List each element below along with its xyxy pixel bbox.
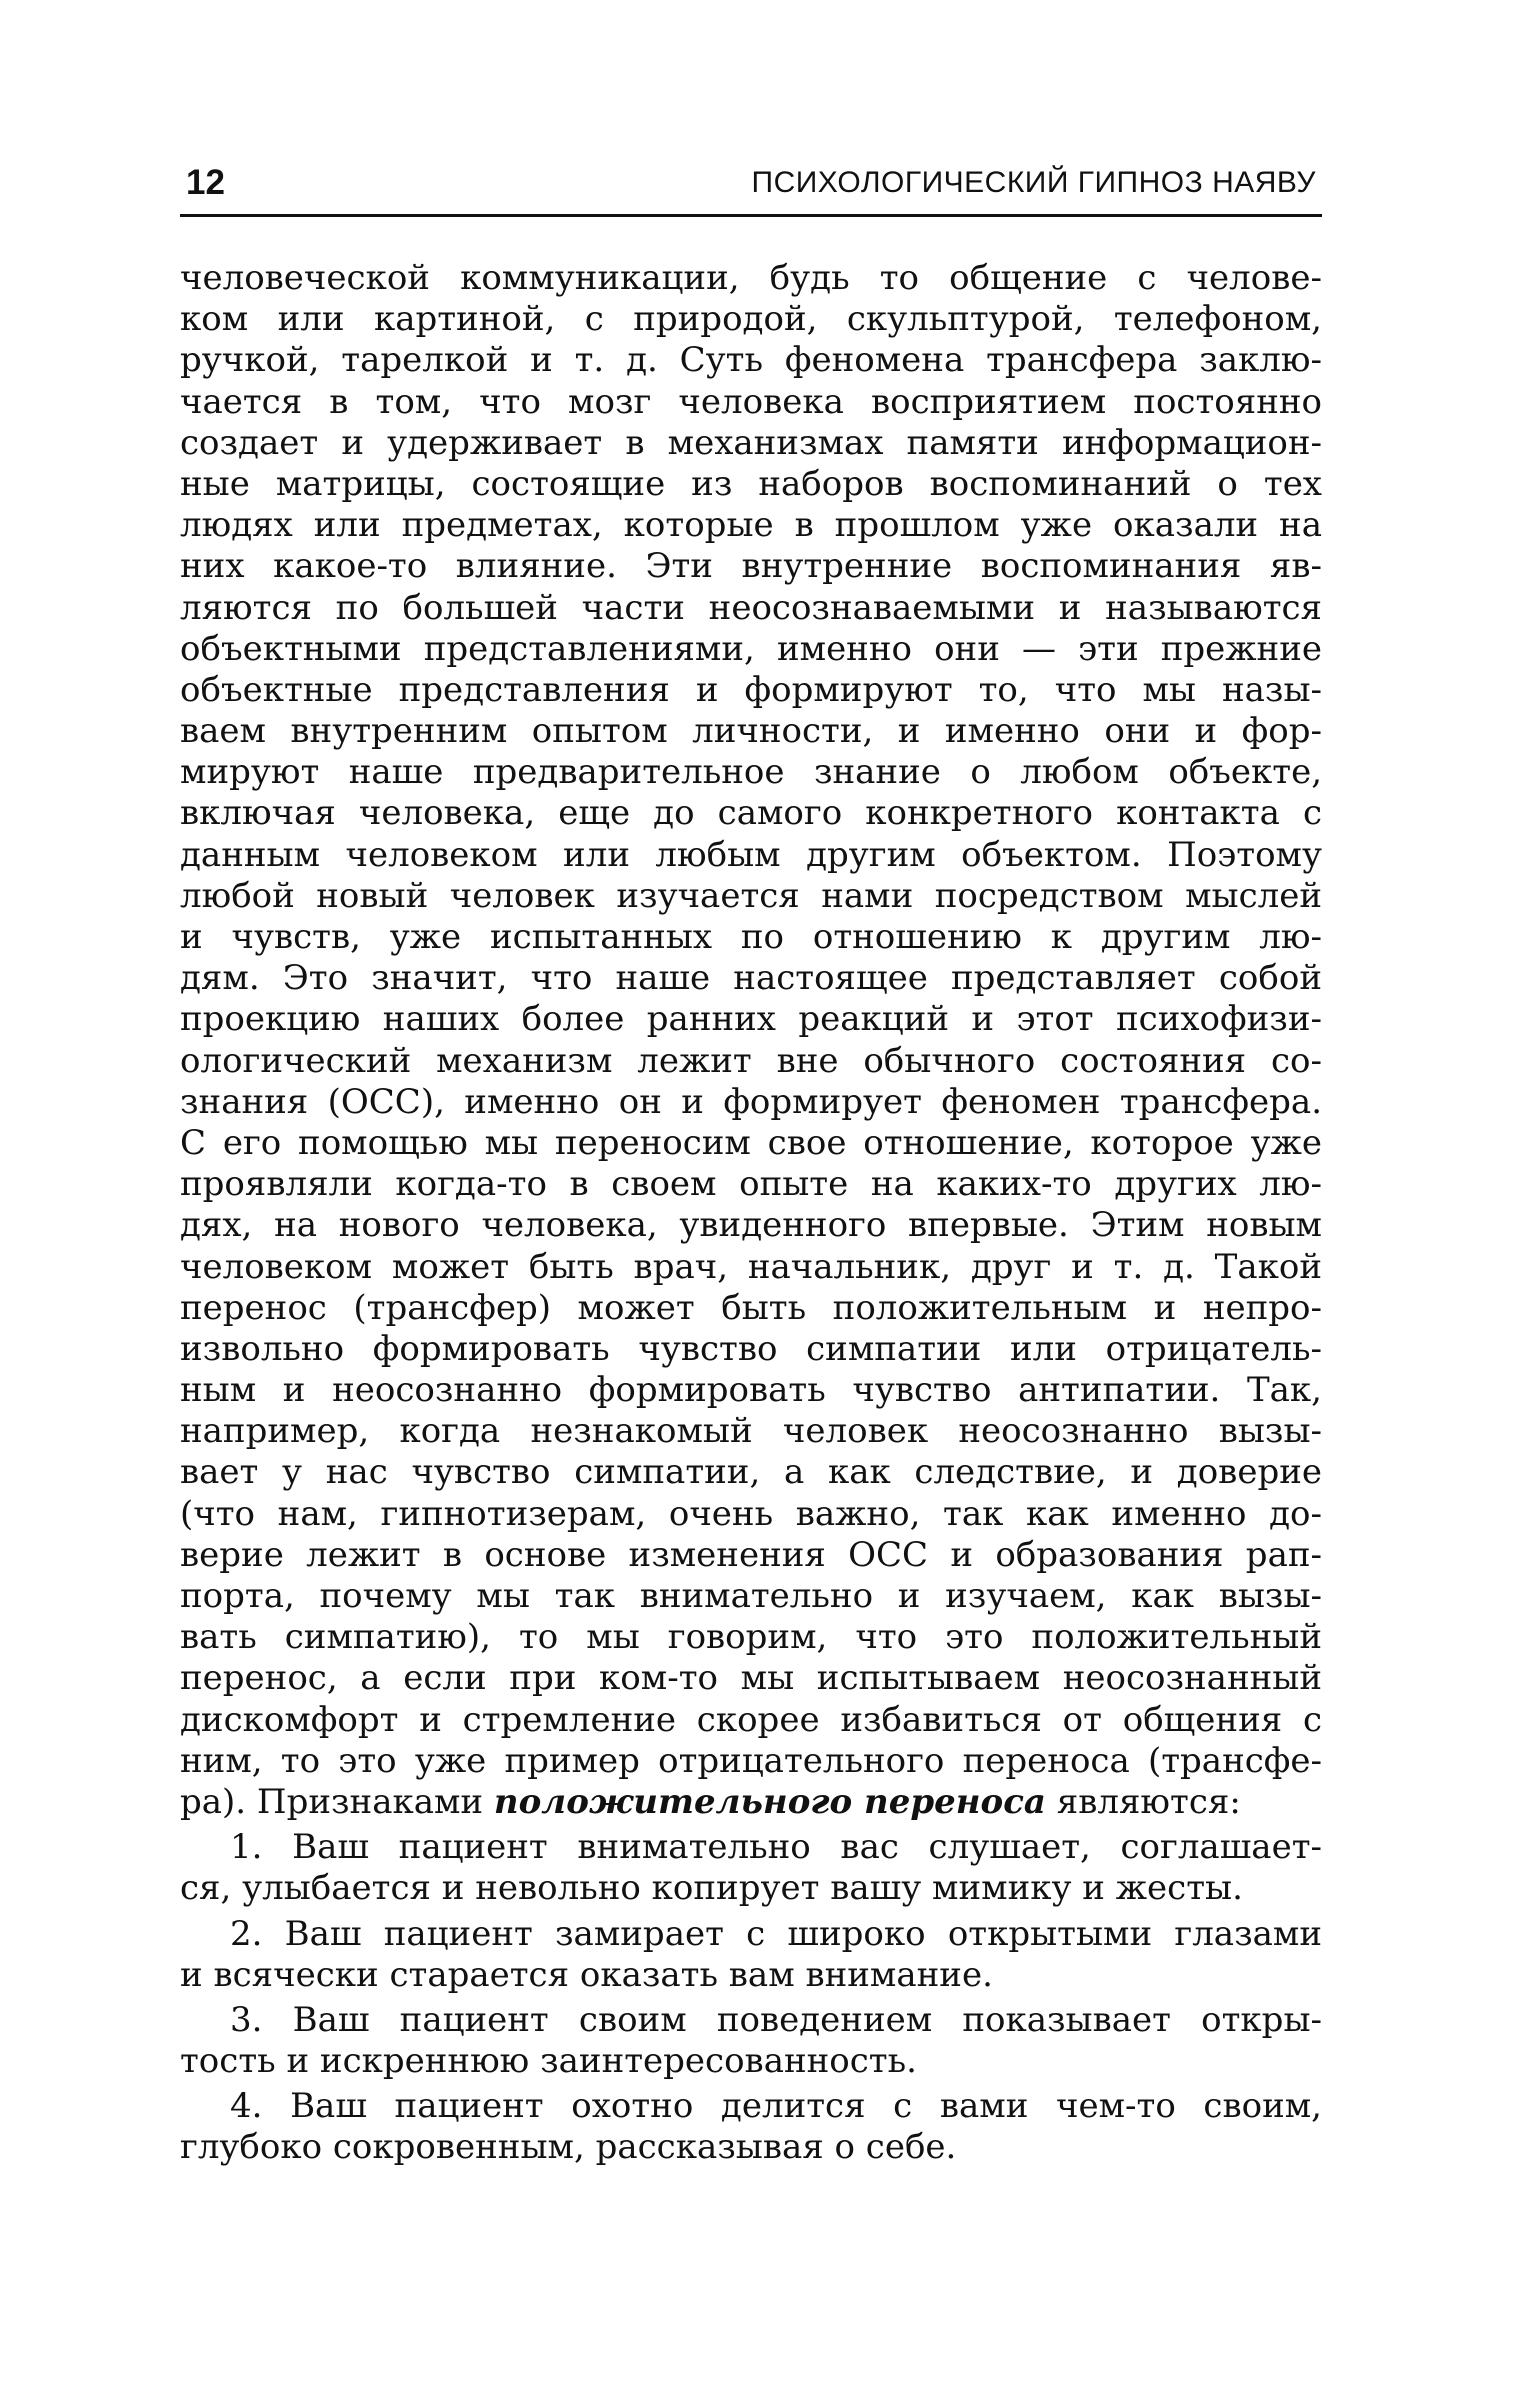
text-line: проекцию наших более ранних реакций и этот психофизи- [180, 999, 1322, 1040]
text-line: перенос, а если при ком-то мы испытываем неосознанный [180, 1658, 1322, 1699]
text-line: дях, на нового человека, увиденного впервые. Этим новым [180, 1205, 1322, 1246]
text-line: мируют наше предварительное знание о любом объекте, [180, 752, 1322, 793]
text-line: порта, почему мы так внимательно и изучаем, как вызы- [180, 1576, 1322, 1616]
list-item-first-line: 1. Ваш пациент внимательно вас слушает, соглашает- [230, 1827, 1322, 1868]
text-line: проявляли когда-то в своем опыте на каких-то других лю- [180, 1164, 1322, 1205]
list-item-first-line: 2. Ваш пациент замирает с широко открытыми глазами [230, 1913, 1322, 1954]
list-item-continuation: и всячески старается оказать вам внимание. [180, 1954, 993, 1995]
list-item-first-line: 3. Ваш пациент своим поведением показывает откры- [230, 1999, 1322, 2040]
text-line: объектными представлениями, именно они — эти прежние [180, 628, 1322, 669]
list-item-first-line: 4. Ваш пациент охотно делится с вами чем-то своим, [230, 2086, 1322, 2127]
text-line: ваем внутренним опытом личности, и именно они и фор- [180, 711, 1322, 752]
page-header [180, 158, 1320, 208]
text-line: ляются по большей части неосознаваемыми и называются [180, 587, 1322, 628]
final-line-before: ра). Признаками [180, 1781, 494, 1822]
list-item-continuation: ся, улыбается и невольно копирует вашу мимику и жесты. [180, 1868, 1243, 1909]
text-line: например, когда незнакомый человек неосознанно вызы- [180, 1411, 1322, 1452]
text-line: чается в том, что мозг человека восприятием постоянно [180, 381, 1322, 422]
text-line: ручкой, тарелкой и т. д. Суть феномена трансфера заклю- [180, 340, 1322, 381]
text-line-final [180, 1782, 1322, 1823]
emphasized-term: положительного переноса [493, 1781, 1046, 1822]
text-line: любой новый человек изучается нами посредством мыслей [180, 875, 1322, 916]
text-line: знания (ОСС), именно он и формирует феномен трансфера. [180, 1081, 1322, 1122]
text-line: создает и удерживает в механизмах памяти информацион- [180, 422, 1322, 463]
final-line-after: являются: [1045, 1781, 1241, 1822]
text-line: ным и неосознанно формировать чувство антипатии. Так, [180, 1370, 1322, 1411]
text-line: них какое-то влияние. Эти внутренние воспоминания яв- [180, 546, 1322, 587]
text-line: С его помощью мы переносим свое отношение, которое уже [180, 1122, 1322, 1163]
list-item [180, 2000, 1322, 2082]
text-line: вает у нас чувство симпатии, а как следствие, и доверие [180, 1452, 1322, 1493]
text-line: людях или предметах, которые в прошлом уже оказали на [180, 505, 1322, 546]
text-line: объектные представления и формируют то, что мы назы- [180, 669, 1322, 710]
text-line: перенос (трансфер) может быть положительным и непро- [180, 1287, 1322, 1328]
numbered-list [180, 1827, 1322, 2169]
body-text [180, 258, 1322, 2169]
text-line: данным человеком или любым другим объектом. Поэтому [180, 834, 1322, 875]
text-line: ологический механизм лежит вне обычного состояния со- [180, 1040, 1322, 1081]
list-item [180, 1914, 1322, 1996]
text-line: ные матрицы, состоящие из наборов воспоминаний о тех [180, 463, 1322, 504]
list-item [180, 2086, 1322, 2168]
text-line: ком или картиной, с природой, скульптурой, телефоном, [180, 299, 1322, 340]
page-number: 12 [186, 163, 225, 202]
list-item-continuation: тость и искреннюю заинтересованность. [180, 2041, 917, 2082]
text-line: ним, то это уже пример отрицательного переноса (трансфе- [180, 1740, 1322, 1781]
text-line: (что нам, гипнотизерам, очень важно, так как именно до- [180, 1493, 1322, 1534]
text-line: дискомфорт и стремление скорее избавиться от общения с [180, 1699, 1322, 1740]
text-line: человеческой коммуникации, будь то общение с челове- [180, 258, 1322, 298]
text-line: включая человека, еще до самого конкретного контакта с [180, 793, 1322, 834]
text-line: и чувств, уже испытанных по отношению к другим лю- [180, 917, 1322, 957]
header-rule [180, 214, 1322, 217]
list-item-continuation: глубоко сокровенным, рассказывая о себе. [180, 2127, 957, 2168]
text-line: вать симпатию), то мы говорим, что это положительный [180, 1617, 1322, 1658]
text-line: человеком может быть врач, начальник, друг и т. д. Такой [180, 1246, 1322, 1287]
paragraph [180, 258, 1322, 1823]
text-line: дям. Это значит, что наше настоящее представляет собой [180, 958, 1322, 999]
text-line: верие лежит в основе изменения ОСС и образования рап- [180, 1534, 1322, 1575]
running-head: ПСИХОЛОГИЧЕСКИЙ ГИПНОЗ НАЯВУ [751, 166, 1316, 199]
list-item [180, 1827, 1322, 1909]
text-line: извольно формировать чувство симпатии или отрицатель- [180, 1328, 1322, 1369]
